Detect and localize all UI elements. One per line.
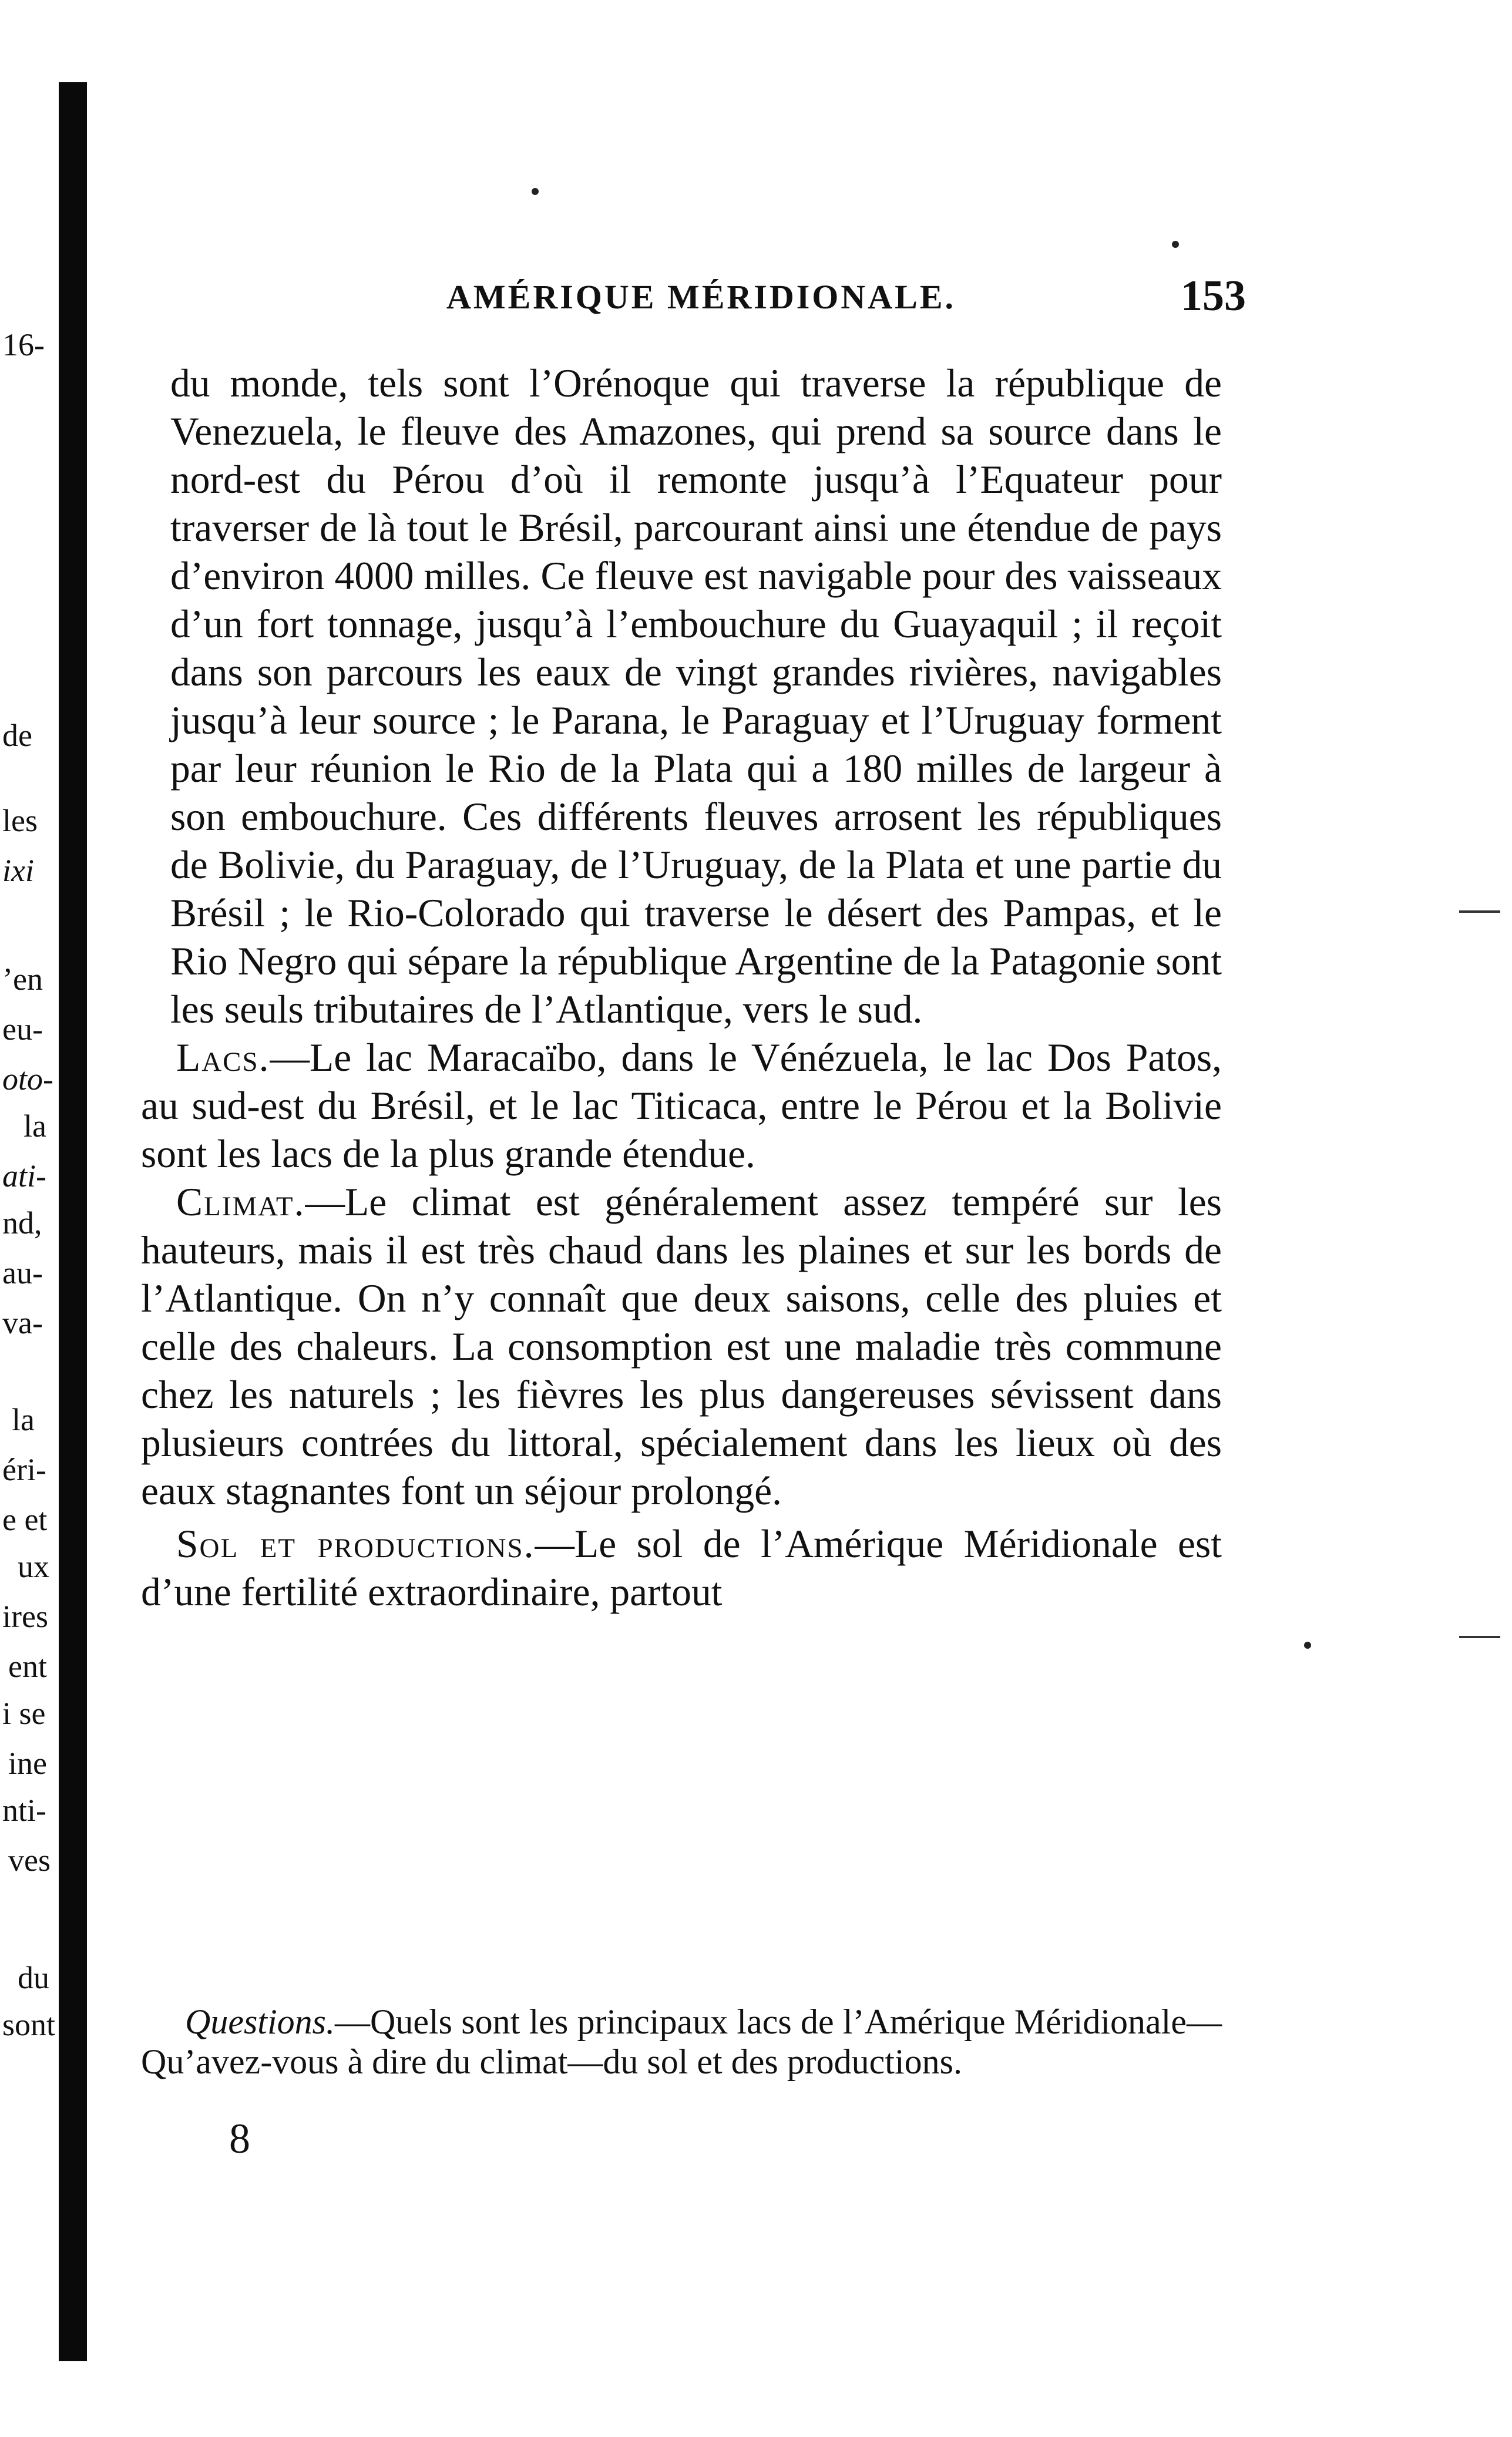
- previous-page-fragments: [0, 0, 59, 2437]
- section-heading: Lacs.: [176, 1036, 270, 1080]
- paragraph-text: —Le sol de l’Amérique Méridionale est d’une fertilité extraordinaire, partout: [141, 1522, 1222, 1614]
- margin-rule: [1459, 1636, 1500, 1638]
- speck: [1172, 241, 1179, 248]
- fragment: ux: [18, 1549, 49, 1584]
- page-number: 153: [1181, 272, 1246, 320]
- body-text: [141, 359, 1222, 1616]
- section-heading: Sol et productions.: [176, 1522, 535, 1566]
- fragment: ves: [8, 1843, 51, 1878]
- fragment: ixi: [2, 853, 34, 888]
- fragment: de: [2, 718, 32, 753]
- fragment: 16-: [2, 327, 45, 362]
- fragment: ine: [8, 1746, 47, 1781]
- fragment: eu-: [2, 1011, 43, 1047]
- questions-label: Questions.: [185, 2002, 335, 2041]
- gutter-bar: [59, 82, 87, 2361]
- fragment: la: [23, 1108, 46, 1144]
- questions-text: —Quels sont les principaux lacs de l’Amérique Méridionale—Qu’avez-vous à dire du climat—du sol et des productions.: [141, 2002, 1222, 2081]
- fragment: sont: [2, 2007, 56, 2042]
- signature-mark: 8: [229, 2115, 250, 2162]
- fragment: ati-: [2, 1158, 46, 1194]
- paragraph-text: —Le lac Maracaïbo, dans le Vénézuela, le lac Dos Patos, au sud-est du Brésil, et le lac Titicaca, entre le Pérou et la Bolivie sont les lacs de la plus grande étendue.: [141, 1036, 1222, 1176]
- running-head: AMÉRIQUE MÉRIDIONALE.: [446, 278, 956, 316]
- fragment: oto-: [2, 1061, 53, 1097]
- fragment: la: [12, 1402, 35, 1437]
- fragment: du: [18, 1960, 49, 1995]
- speck: [1304, 1642, 1311, 1649]
- fragment: au-: [2, 1255, 43, 1290]
- paragraph: du monde, tels sont l’Orénoque qui traverse la république de Venezuela, le fleuve des Amazones, qui prend sa source dans le nord-est du Pérou d’où il remonte jusqu’à l’Equateur pour traverser de là tout le Brésil, parcourant ainsi une étendue de pays d’environ 4000 milles. Ce fleuve est navigable pour des vaisseaux d’un fort tonnage, jusqu’à l’embouchure du Guayaquil ; il reçoit dans son parcours les eaux de vingt grandes rivières, navigables jusqu’à leur source ; le Parana, le Paraguay et l’Uruguay forment par leur réunion le Rio de la Plata qui a 180 milles de largeur à son embouchure. Ces différents fleuves arrosent les républiques de Bolivie, du Paraguay, de l’Uruguay, de la Plata et une partie du Brésil ; le Rio-Colorado qui traverse le désert des Pampas, et le Rio Negro qui sépare la république Argentine de la Patagonie sont les seuls tributaires de l’Atlantique, vers le sud.: [170, 361, 1222, 1031]
- paragraph: [141, 1178, 1222, 1515]
- questions-footnote: [141, 2002, 1222, 2082]
- fragment: ent: [8, 1649, 47, 1684]
- paragraph: [141, 1520, 1222, 1616]
- fragment: i se: [2, 1696, 46, 1731]
- paragraph: [141, 1034, 1222, 1178]
- fragment: ’en: [2, 962, 43, 997]
- section-heading: Climat.: [176, 1180, 305, 1224]
- fragment: nti-: [2, 1793, 46, 1828]
- paragraph-text: —Le climat est généralement assez tempéré sur les hauteurs, mais il est très chaud dans les plaines et sur les bords de l’Atlantique. On n’y connaît que deux saisons, celle des pluies et celle des chaleurs. La consomption est une maladie très commune chez les naturels ; les fièvres les plus dangereuses sévissent dans plusieurs contrées du littoral, spécialement dans les lieux où des eaux stagnantes font un séjour prolongé.: [141, 1180, 1222, 1513]
- fragment: les: [2, 803, 38, 838]
- fragment: éri-: [2, 1452, 46, 1487]
- fragment: e et: [2, 1502, 48, 1537]
- margin-rule: [1459, 910, 1500, 913]
- fragment: nd,: [2, 1205, 42, 1241]
- questions-paragraph: [141, 2002, 1222, 2082]
- fragment: va-: [2, 1305, 43, 1340]
- speck: [532, 188, 539, 195]
- fragment: ires: [2, 1599, 48, 1634]
